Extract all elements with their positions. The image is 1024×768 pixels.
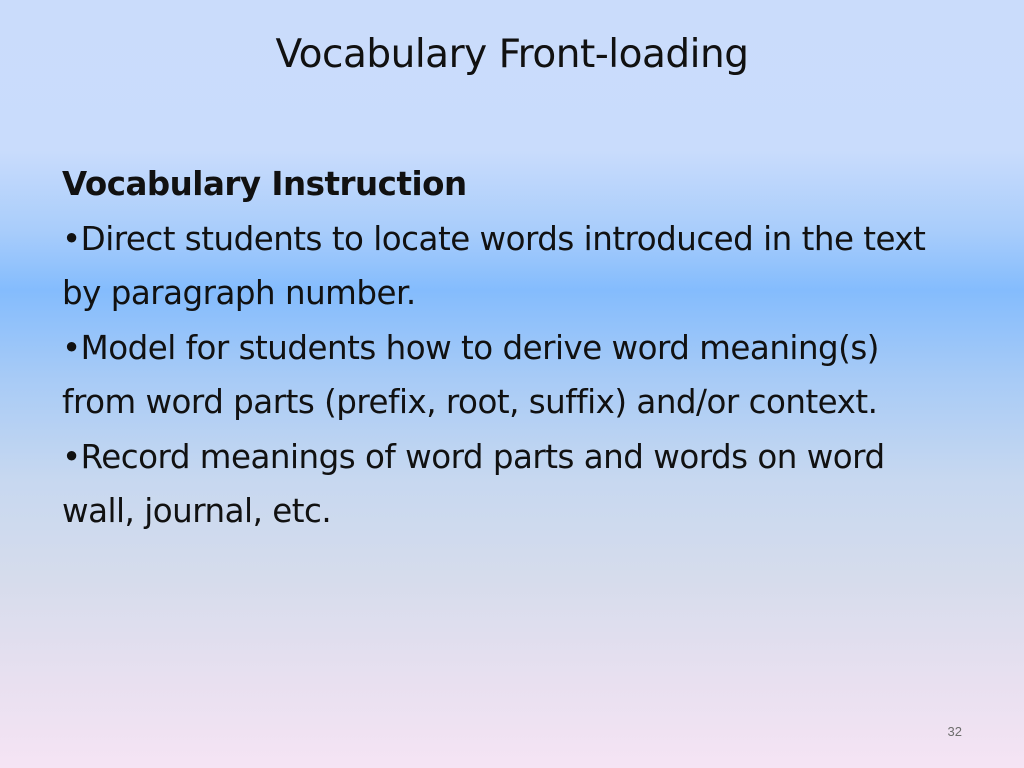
slide-body bbox=[62, 157, 962, 539]
bullet-item: •Model for students how to derive word meaning(s) from word parts (prefix, root, suffix) and/or context. bbox=[62, 328, 879, 421]
page-number: 32 bbox=[947, 724, 962, 739]
slide-title: Vocabulary Front-loading bbox=[275, 32, 749, 77]
bullet-item: •Direct students to locate words introduced in the text by paragraph number. bbox=[62, 219, 926, 312]
bullet-item: •Record meanings of word parts and words on word wall, journal, etc. bbox=[62, 437, 885, 530]
section-heading: Vocabulary Instruction bbox=[62, 165, 467, 203]
